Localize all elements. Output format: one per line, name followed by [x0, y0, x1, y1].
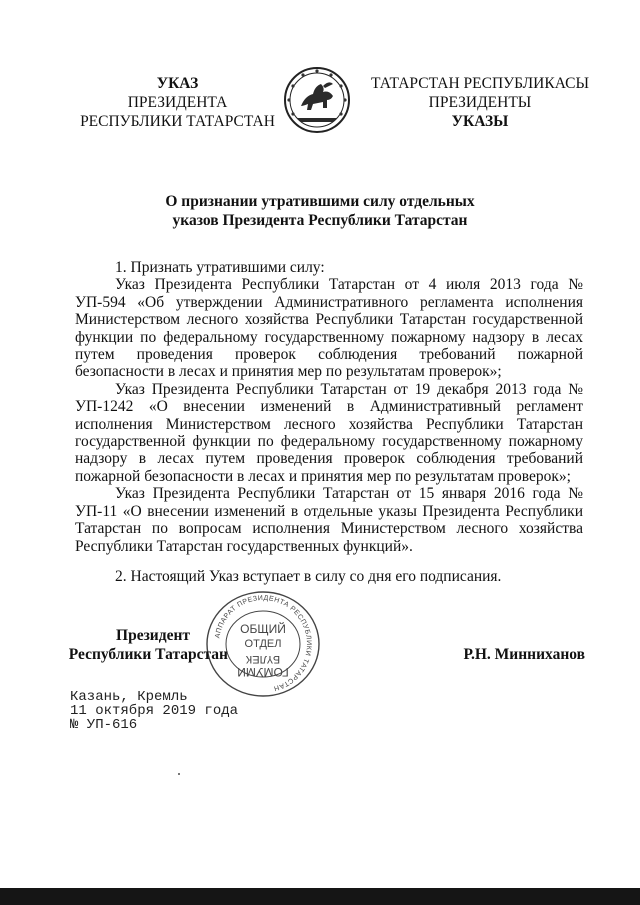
tatarstan-emblem-icon [283, 66, 351, 134]
signature-name: Р.Н. Минниханов [463, 646, 585, 663]
stamp-center-line-3: ГОМУМИ [237, 665, 289, 679]
signature-position-line-2: Республики Татарстан [68, 646, 228, 663]
header-left-line-1: УКАЗ [156, 75, 199, 92]
header-right [360, 74, 600, 131]
footer-date: 11 октября 2019 года [70, 703, 239, 719]
footer-place: Казань, Кремль [70, 689, 188, 705]
title-line-2: указов Президента Республики Татарстан [172, 212, 468, 229]
footer-number: № УП-616 [70, 717, 138, 733]
signature-position-line-1: Президент [116, 627, 190, 644]
paragraph-3: Указ Президента Республики Татарстан от 19 декабря 2013 года № УП-1242 «О внесении изменений в Административный регламент исполнения Министерством лесного хозяйства Республики Татарстан государственной функции по федеральному государственному пожарному надзору в лесах путем проведения проверок соблюдения требований пожарной безопасности в лесах и принятия мер по результатам проверок»; [75, 380, 583, 485]
document-body [75, 259, 583, 585]
paragraph-5: 2. Настоящий Указ вступает в силу со дня его подписания. [115, 567, 502, 585]
stamp-center-line-4: БҮЛЕК [245, 653, 281, 665]
header-left-line-2: ПРЕЗИДЕНТА [127, 94, 228, 111]
stamp-center-line-2: ОТДЕЛ [244, 638, 282, 650]
header-left [70, 74, 285, 131]
header-left-line-3: РЕСПУБЛИКИ ТАТАРСТАН [80, 113, 275, 130]
header-right-line-2: ПРЕЗИДЕНТЫ [428, 94, 532, 111]
paragraph-2: Указ Президента Республики Татарстан от 4 июля 2013 года № УП-594 «Об утверждении Административного регламента исполнения Министерством лесного хозяйства Республики Татарстан государственной функции по федеральному государственному пожарному надзору в лесах путем проведения проверок соблюдения требований пожарной безопасности в лесах и принятия мер по результатам проверок»; [75, 276, 583, 381]
header-right-line-1: ТАТАРСТАН РЕСПУБЛИКАСЫ [371, 75, 589, 92]
document-title [60, 192, 580, 230]
document-footer [70, 690, 238, 732]
signature-position [68, 626, 228, 664]
scan-artifact-dot [178, 773, 180, 775]
paragraph-1: 1. Признать утратившими силу: [115, 259, 325, 276]
header-right-line-3: УКАЗЫ [451, 113, 509, 130]
stamp-center-line-1: ОБЩИЙ [240, 622, 286, 636]
scan-edge-bar [0, 888, 640, 905]
title-line-1: О признании утратившими силу отдельных [165, 193, 475, 210]
paragraph-4: Указ Президента Республики Татарстан от 15 января 2016 года № УП-11 «О внесении изменений в отдельные указы Президента Республики Татарстан по вопросам исполнения Министерством лесного хозяйства Республики Татарстан государственных функций». [75, 485, 583, 555]
stamp-ring-text: АППАРАТ ПРЕЗИДЕНТА РЕСПУБЛИКИ ТАТАРСТАН [214, 594, 313, 692]
paragraph-gap [75, 555, 583, 568]
